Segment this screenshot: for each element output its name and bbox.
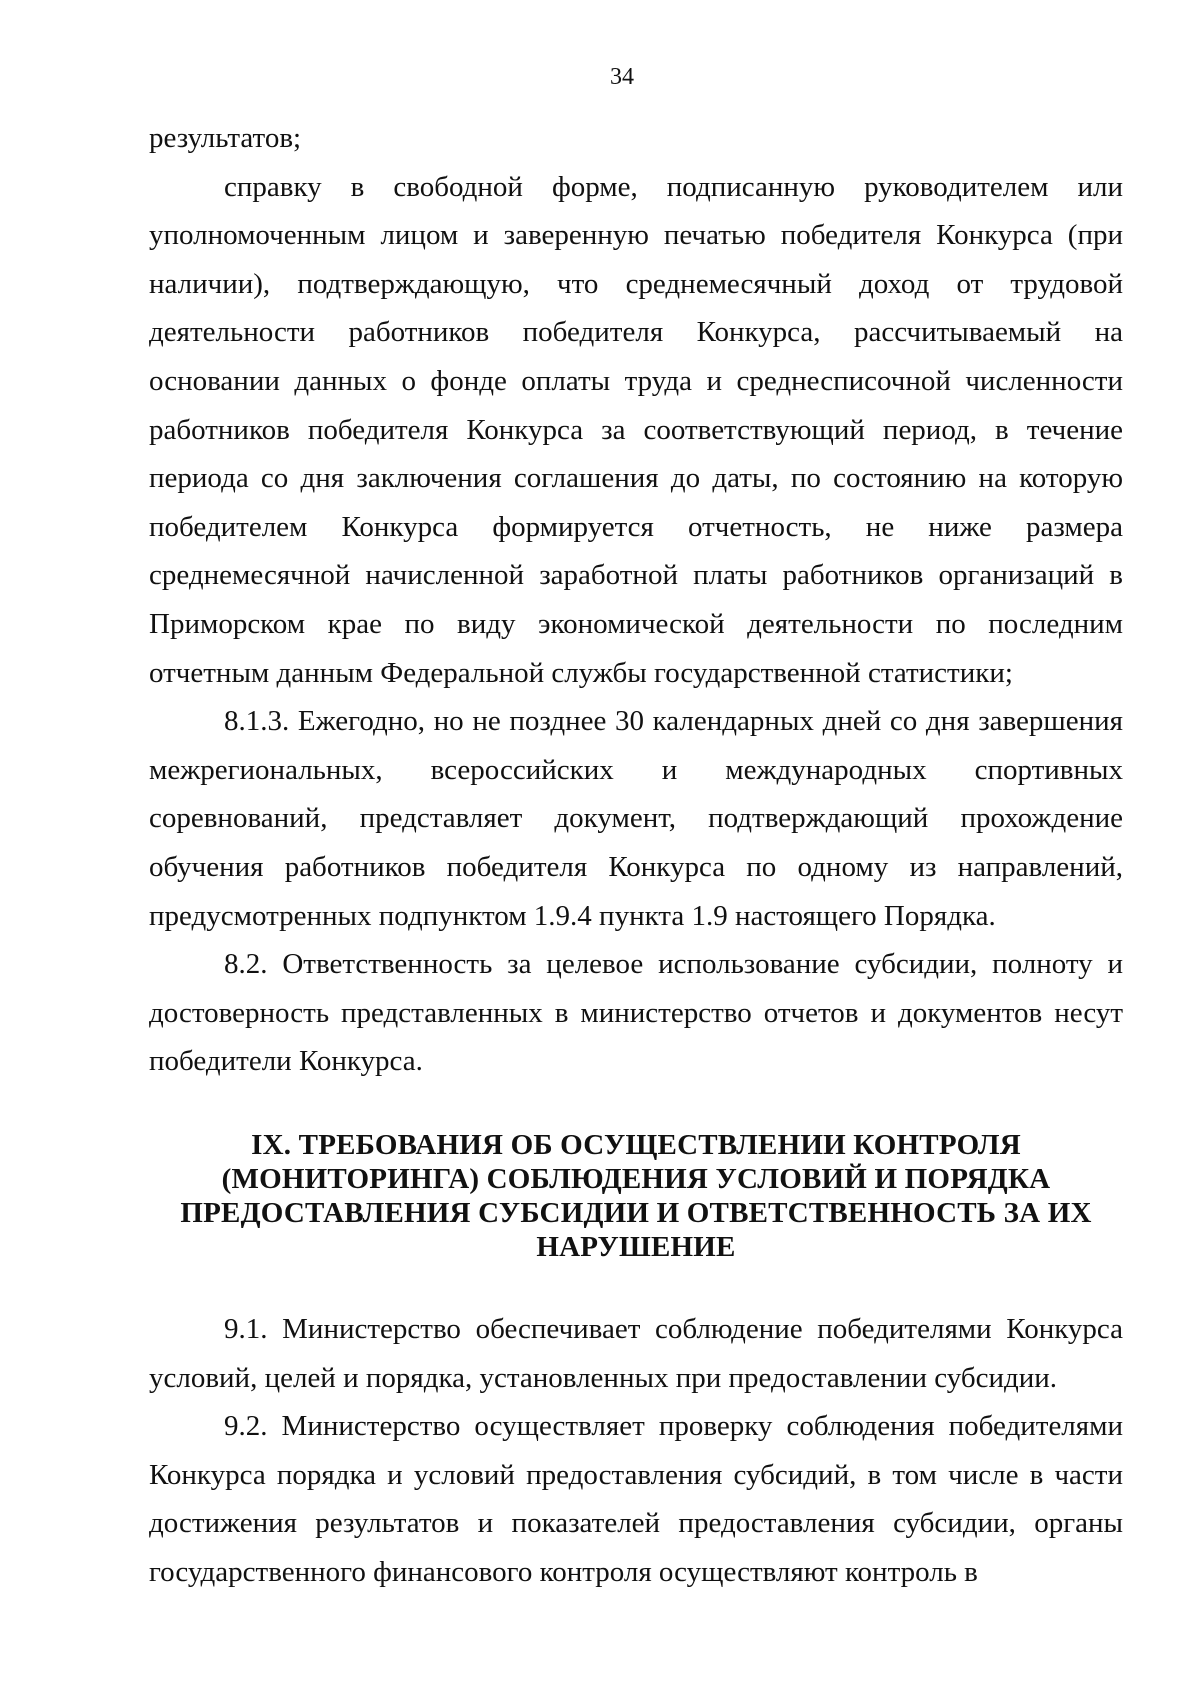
paragraph-8-1-3: 8.1.3. Ежегодно, но не позднее 30 календарных дней со дня завершения межрегиональных, всероссийских и международных спортивных соревнований, представляет документ, подтверждающий прохождение обучения работников победителя Конкурса по одному из направлений, предусмотренных подпунктом 1.9.4 пункта 1.9 настоящего Порядка. (149, 705, 1123, 932)
paragraph-8-2: 8.2. Ответственность за целевое использование субсидии, полноту и достоверность представленных в министерство отчетов и документов несут победители Конкурса. (149, 948, 1123, 1078)
section-heading-line-4: НАРУШЕНИЕ (536, 1231, 736, 1263)
text-block-lower (149, 1305, 1123, 1597)
section-heading-ix (149, 1128, 1123, 1264)
paragraph-income-certificate: справку в свободной форме, подписанную руководителем или уполномоченным лицом и заверенную печатью победителя Конкурса (при наличии), подтверждающую, что среднемесячный доход от трудовой деятельности работников победителя Конкурса, рассчитываемый на основании данных о фонде оплаты труда и среднесписочной численности работников победителя Конкурса за соответствующий период, в течение периода со дня заключения соглашения до даты, по состоянию на которую победителем Конкурса формируется отчетность, не ниже размера среднемесячной начисленной заработной платы работников организаций в Приморском крае по виду экономической деятельности по последним отчетным данным Федеральной службы государственной статистики; (149, 170, 1123, 689)
section-heading-line-3: ПРЕДОСТАВЛЕНИЯ СУБСИДИИ И ОТВЕТСТВЕННОСТЬ ЗА ИХ (180, 1197, 1092, 1229)
section-heading-line-1: IX. ТРЕБОВАНИЯ ОБ ОСУЩЕСТВЛЕНИИ КОНТРОЛЯ (251, 1129, 1021, 1161)
section-heading-line-2: (МОНИТОРИНГА) СОБЛЮДЕНИЯ УСЛОВИЙ И ПОРЯДКА (221, 1163, 1051, 1195)
paragraph-9-2: 9.2. Министерство осуществляет проверку соблюдения победителями Конкурса порядка и условий предоставления субсидий, в том числе в части достижения результатов и показателей предоставления субсидии, органы государственного финансового контроля осуществляют контроль в (149, 1410, 1123, 1588)
paragraph-results-ending: результатов; (149, 122, 302, 154)
paragraph-9-1: 9.1. Министерство обеспечивает соблюдение победителями Конкурса условий, целей и порядка, установленных при предоставлении субсидии. (149, 1313, 1123, 1394)
page-number: 34 (610, 64, 634, 90)
text-block-upper (149, 114, 1123, 1086)
